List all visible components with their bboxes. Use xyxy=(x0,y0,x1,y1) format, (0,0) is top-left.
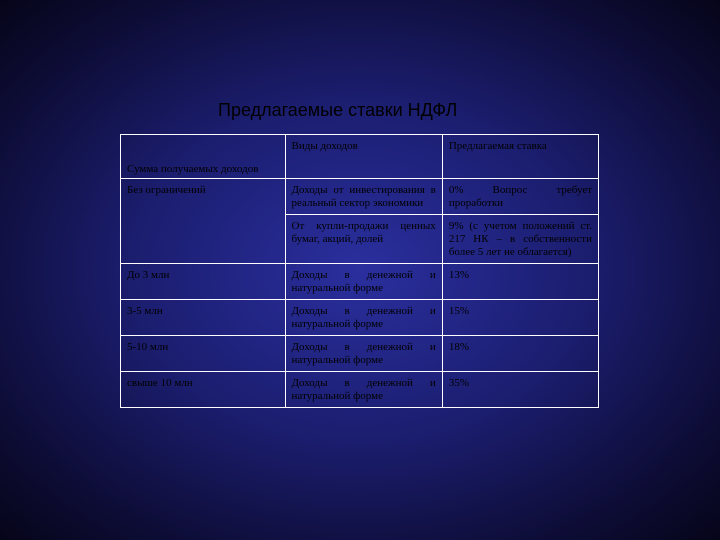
slide-title: Предлагаемые ставки НДФЛ xyxy=(218,100,458,120)
cell-rate: 13% xyxy=(442,264,598,300)
table-row xyxy=(121,300,599,336)
header-income-amount: Сумма получаемых доходов xyxy=(121,135,286,179)
cell-income-amount: свыше 10 млн xyxy=(121,372,286,408)
header-income-type: Виды доходов xyxy=(285,135,442,179)
cell-income-type: Доходы в денежной и натуральной форме xyxy=(285,372,442,408)
ndfl-rates-table xyxy=(120,134,599,408)
cell-income-amount: 3-5 млн xyxy=(121,300,286,336)
cell-rate: 0% Вопрос требует проработки xyxy=(442,179,598,215)
cell-income-type: От купли-продажи ценных бумаг, акций, долей xyxy=(285,215,442,264)
cell-rate: 18% xyxy=(442,336,598,372)
table-row xyxy=(121,264,599,300)
cell-income-type: Доходы в денежной и натуральной форме xyxy=(285,336,442,372)
table-header-row xyxy=(121,135,599,179)
cell-rate: 9% (с учетом положений ст. 217 НК – в собственности более 5 лет не облагается) xyxy=(442,215,598,264)
cell-rate: 15% xyxy=(442,300,598,336)
cell-income-amount: Без ограничений xyxy=(121,179,286,264)
cell-income-type: Доходы в денежной и натуральной форме xyxy=(285,264,442,300)
cell-income-amount: До 3 млн xyxy=(121,264,286,300)
table-row xyxy=(121,336,599,372)
cell-income-amount: 5-10 млн xyxy=(121,336,286,372)
table-row xyxy=(121,179,599,215)
header-proposed-rate: Предлагаемая ставка xyxy=(442,135,598,179)
cell-rate: 35% xyxy=(442,372,598,408)
table-row xyxy=(121,372,599,408)
cell-income-type: Доходы в денежной и натуральной форме xyxy=(285,300,442,336)
cell-income-type: Доходы от инвестирования в реальный сектор экономики xyxy=(285,179,442,215)
